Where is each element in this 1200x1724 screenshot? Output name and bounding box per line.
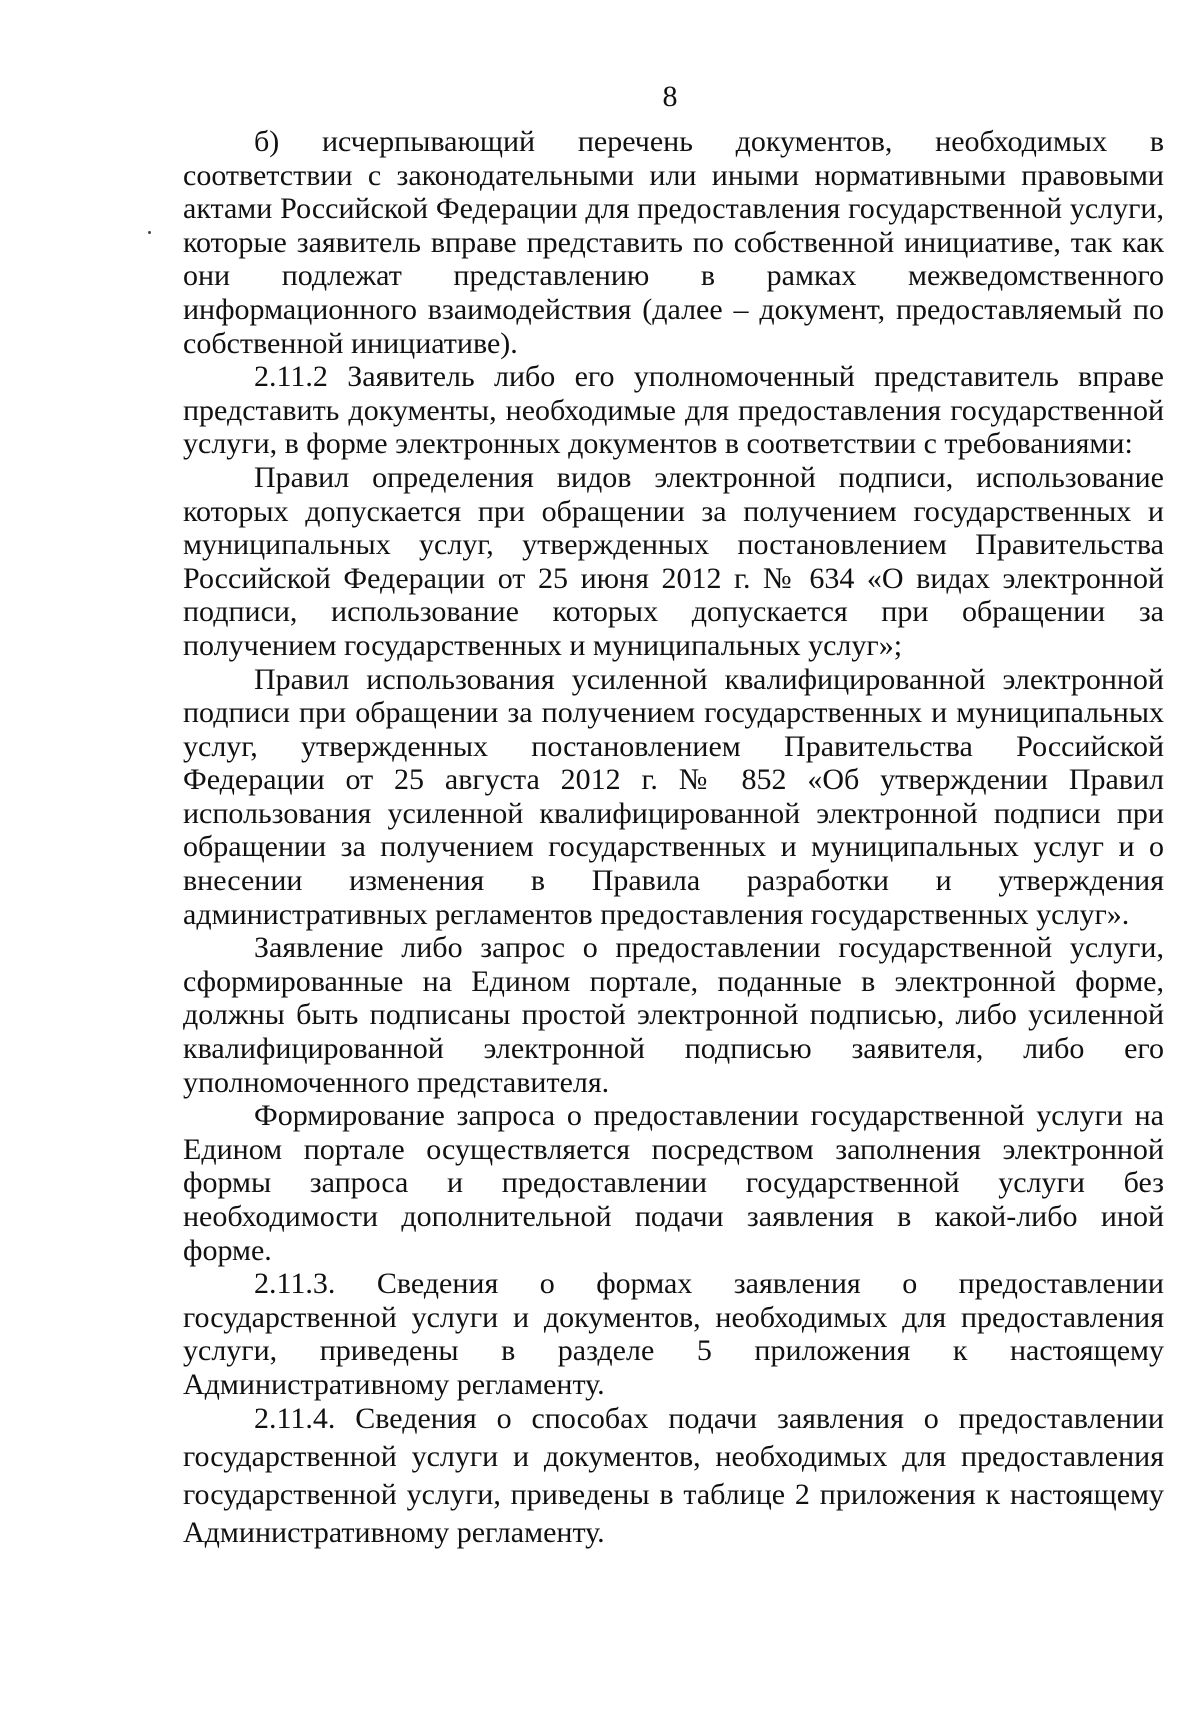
page-number: 8: [662, 80, 678, 113]
paragraph-application-signing: Заявление либо запрос о предоставлении государственной услуги, сформированные на Едином портале, поданные в электронной форме, должны быть подписаны простой электронной подписью, либо усиленной квалифицированной электронной подписью заявителя, либо его уполномоченного представителя.: [183, 931, 1164, 1099]
paragraph-signature-types-rules: Правил определения видов электронной подписи, использование которых допускается при обращении за получением государственных и муниципальных услуг, утвержденных постановлением Правительства Российской Федерации от 25 июня 2012 г. № 634 «О видах электронной подписи, использование которых допускается при обращении за получением государственных и муниципальных услуг»;: [183, 460, 1164, 662]
document-body: [183, 125, 1164, 1552]
paragraph-request-formation: Формирование запроса о предоставлении государственной услуги на Едином портале осуществляется посредством заполнения электронной формы запроса и предоставлении государственной услуги без необходимости дополнительной подачи заявления в какой-либо иной форме.: [183, 1099, 1164, 1267]
paragraph-2-11-2: 2.11.2 Заявитель либо его уполномоченный представитель вправе представить документы, необходимые для предоставления государственной услуги, в форме электронных документов в соответствии с требованиями:: [183, 360, 1164, 461]
scan-speck: [148, 231, 151, 234]
paragraph-2-11-1-b: б) исчерпывающий перечень документов, необходимых в соответствии с законодательными или иными нормативными правовыми актами Российской Федерации для предоставления государственной услуги, которые заявитель вправе представить по собственной инициативе, так как они подлежат представлению в рамках межведомственного информационного взаимодействия (далее – документ, предоставляемый по собственной инициативе).: [183, 125, 1164, 360]
paragraph-2-11-3: 2.11.3. Сведения о формах заявления о предоставлении государственной услуги и документов, необходимых для предоставления услуги, приведены в разделе 5 приложения к настоящему Административному регламенту.: [183, 1267, 1164, 1401]
paragraph-2-11-4: 2.11.4. Сведения о способах подачи заявления о предоставлении государственной услуги и документов, необходимых для предоставления государственной услуги, приведены в таблице 2 приложения к настоящему Административному регламенту.: [183, 1401, 1164, 1549]
paragraph-qualified-signature-rules: Правил использования усиленной квалифицированной электронной подписи при обращении за получением государственных и муниципальных услуг, утвержденных постановлением Правительства Российской Федерации от 25 августа 2012 г. № 852 «Об утверждении Правил использования усиленной квалифицированной электронной подписи при обращении за получением государственных и муниципальных услуг и о внесении изменения в Правила разработки и утверждения административных регламентов предоставления государственных услуг».: [183, 662, 1164, 931]
